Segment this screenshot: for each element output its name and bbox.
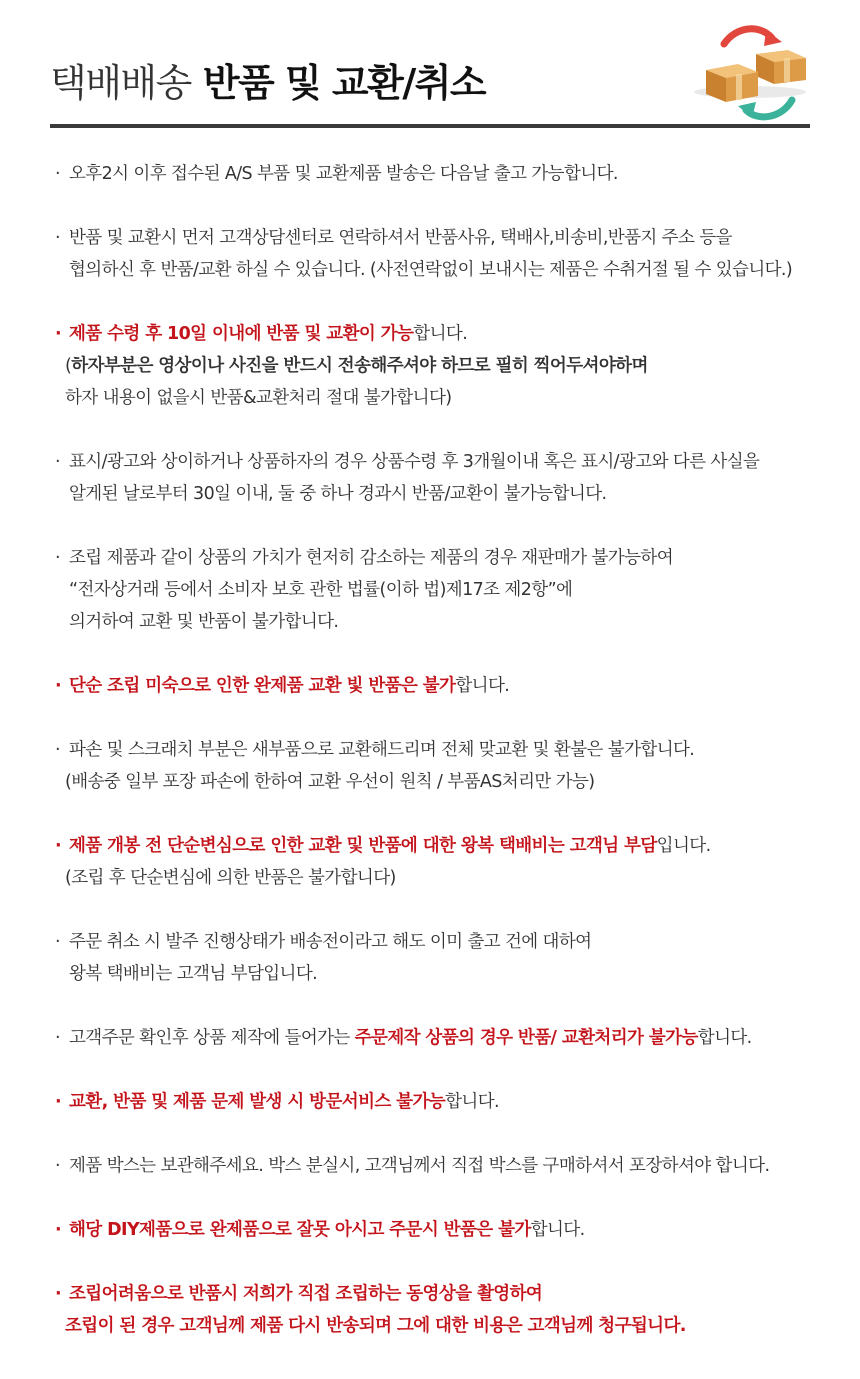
notice-line xyxy=(55,862,845,894)
notice-line xyxy=(55,670,845,702)
notice-item xyxy=(55,830,845,894)
notice-line xyxy=(55,350,845,382)
notice-text: (배송중 일부 포장 파손에 한하여 교환 우선이 원칙 / 부품AS처리만 가능) xyxy=(65,772,595,792)
bullet-dot: · xyxy=(55,1284,62,1304)
notice-text: 조립 제품과 같이 상품의 가치가 현저히 감소하는 제품의 경우 재판매가 불가능하여 xyxy=(69,548,673,568)
bullet-dot: · xyxy=(55,1092,62,1112)
notice-text: 합니다. xyxy=(697,1028,752,1048)
notice-text: 반품 및 교환시 먼저 고객상담센터로 연락하셔서 반품사유, 택배사,비송비,반품지 주소 등을 xyxy=(69,228,732,248)
notice-text: 파손 및 스크래치 부분은 새부품으로 교환해드리며 전체 맞교환 및 환불은 불가합니다. xyxy=(69,740,695,760)
notice-highlight: 단순 조립 미숙으로 인한 완제품 교환 빛 반품은 불가 xyxy=(69,676,456,696)
notice-line xyxy=(55,478,845,510)
notice-text: 합니다. xyxy=(413,324,468,344)
notice-line xyxy=(55,254,845,286)
bullet-dot: · xyxy=(55,548,60,568)
notice-text: 의거하여 교환 및 반품이 불가합니다. xyxy=(69,612,339,632)
notice-item xyxy=(55,734,845,798)
notice-line xyxy=(55,318,845,350)
notice-text: (조립 후 단순변심에 의한 반품은 불가합니다) xyxy=(65,868,396,888)
notice-highlight: 제품 개봉 전 단순변심으로 인한 교환 및 반품에 대한 왕복 택배비는 고객님 부담 xyxy=(69,836,657,856)
notice-item xyxy=(55,1022,845,1054)
notice-text: 협의하신 후 반품/교환 하실 수 있습니다. (사전연락없이 보내시는 제품은 수취거절 될 수 있습니다.) xyxy=(69,260,793,280)
notice-highlight: 주문제작 상품의 경우 반품/ 교환처리가 불가능 xyxy=(354,1028,698,1048)
notice-line xyxy=(55,1278,845,1310)
bullet-dot: · xyxy=(55,452,60,472)
bullet-dot: · xyxy=(55,740,60,760)
notice-line xyxy=(55,542,845,574)
notice-text: 제품 박스는 보관해주세요. 박스 분실시, 고객님께서 직접 박스를 구매하셔서 포장하셔야 합니다. xyxy=(69,1156,770,1176)
notice-line xyxy=(55,830,845,862)
notice-text: ( xyxy=(65,356,72,376)
notice-text: 고객주문 확인후 상품 제작에 들어가는 xyxy=(69,1028,355,1048)
notice-line xyxy=(55,446,845,478)
notice-item xyxy=(55,222,845,286)
bullet-dot: · xyxy=(55,324,62,344)
notice-line xyxy=(55,1214,845,1246)
notice-item xyxy=(55,318,845,414)
notice-line xyxy=(55,1086,845,1118)
bullet-dot: · xyxy=(55,1156,60,1176)
notice-highlight: 조립어려움으로 반품시 저희가 직접 조립하는 동영상을 촬영하여 xyxy=(69,1284,543,1304)
notice-item xyxy=(55,1214,845,1246)
notice-item xyxy=(55,926,845,990)
notice-text: 합니다. xyxy=(530,1220,585,1240)
notice-bold: 하자부분은 영상이나 사진을 반드시 전송해주셔야 하므로 필히 찍어두셔야하며 xyxy=(71,356,648,376)
notice-item xyxy=(55,1086,845,1118)
notice-highlight: 제품 수령 후 10일 이내에 반품 및 교환이 가능 xyxy=(69,324,414,344)
notice-line xyxy=(55,1022,845,1054)
page-title-bold: 반품 및 교환/취소 xyxy=(202,61,486,105)
notice-line xyxy=(55,222,845,254)
bullet-dot: · xyxy=(55,1028,60,1048)
notice-line xyxy=(55,382,845,414)
notice-text: 왕복 택배비는 고객님 부담입니다. xyxy=(69,964,318,984)
notice-text: 하자 내용이 없을시 반품&교환처리 절대 불가합니다) xyxy=(65,388,452,408)
notice-text: 표시/광고와 상이하거나 상품하자의 경우 상품수령 후 3개월이내 혹은 표시/광고와 다른 사실을 xyxy=(69,452,760,472)
header-divider xyxy=(50,124,810,128)
bullet-dot: · xyxy=(55,228,60,248)
notice-item xyxy=(55,446,845,510)
notice-line xyxy=(55,734,845,766)
notice-line xyxy=(55,766,845,798)
bullet-dot: · xyxy=(55,676,62,696)
notice-item xyxy=(55,670,845,702)
notice-line xyxy=(55,606,845,638)
notice-highlight: 교환, 반품 및 제품 문제 발생 시 방문서비스 불가능 xyxy=(69,1092,446,1112)
notice-line xyxy=(55,1310,845,1342)
notice-line xyxy=(55,158,845,190)
notice-item xyxy=(55,158,845,190)
bullet-dot: · xyxy=(55,932,60,952)
bullet-dot: · xyxy=(55,1220,62,1240)
notice-text: 주문 취소 시 발주 진행상태가 배송전이라고 해도 이미 출고 건에 대하여 xyxy=(69,932,592,952)
notice-item xyxy=(55,1150,845,1182)
notice-item xyxy=(55,542,845,638)
notice-line xyxy=(55,926,845,958)
bullet-dot: · xyxy=(55,836,62,856)
bullet-dot: · xyxy=(55,164,60,184)
notice-text: 오후2시 이후 접수된 A/S 부품 및 교환제품 발송은 다음날 출고 가능합니다. xyxy=(69,164,618,184)
notice-text: 합니다. xyxy=(455,676,510,696)
notice-text: 알게된 날로부터 30일 이내, 둘 중 하나 경과시 반품/교환이 불가능합니다. xyxy=(69,484,607,504)
notice-line xyxy=(55,574,845,606)
page-title xyxy=(50,52,485,107)
notice-highlight: 해당 DIY제품으로 완제품으로 잘못 아시고 주문시 반품은 불가 xyxy=(69,1220,531,1240)
notice-list xyxy=(55,158,845,1374)
notice-text: 입니다. xyxy=(656,836,711,856)
notice-line xyxy=(55,1150,845,1182)
boxes-exchange-icon xyxy=(688,22,812,126)
notice-text: “전자상거래 등에서 소비자 보호 관한 법률(이하 법)제17조 제2항”에 xyxy=(69,580,573,600)
notice-highlight: 조립이 된 경우 고객님께 제품 다시 반송되며 그에 대한 비용은 고객님께 청구됩니다. xyxy=(65,1316,686,1336)
notice-text: 합니다. xyxy=(445,1092,499,1112)
notice-line xyxy=(55,958,845,990)
notice-item xyxy=(55,1278,845,1342)
page-title-light: 택배배송 xyxy=(50,61,191,105)
